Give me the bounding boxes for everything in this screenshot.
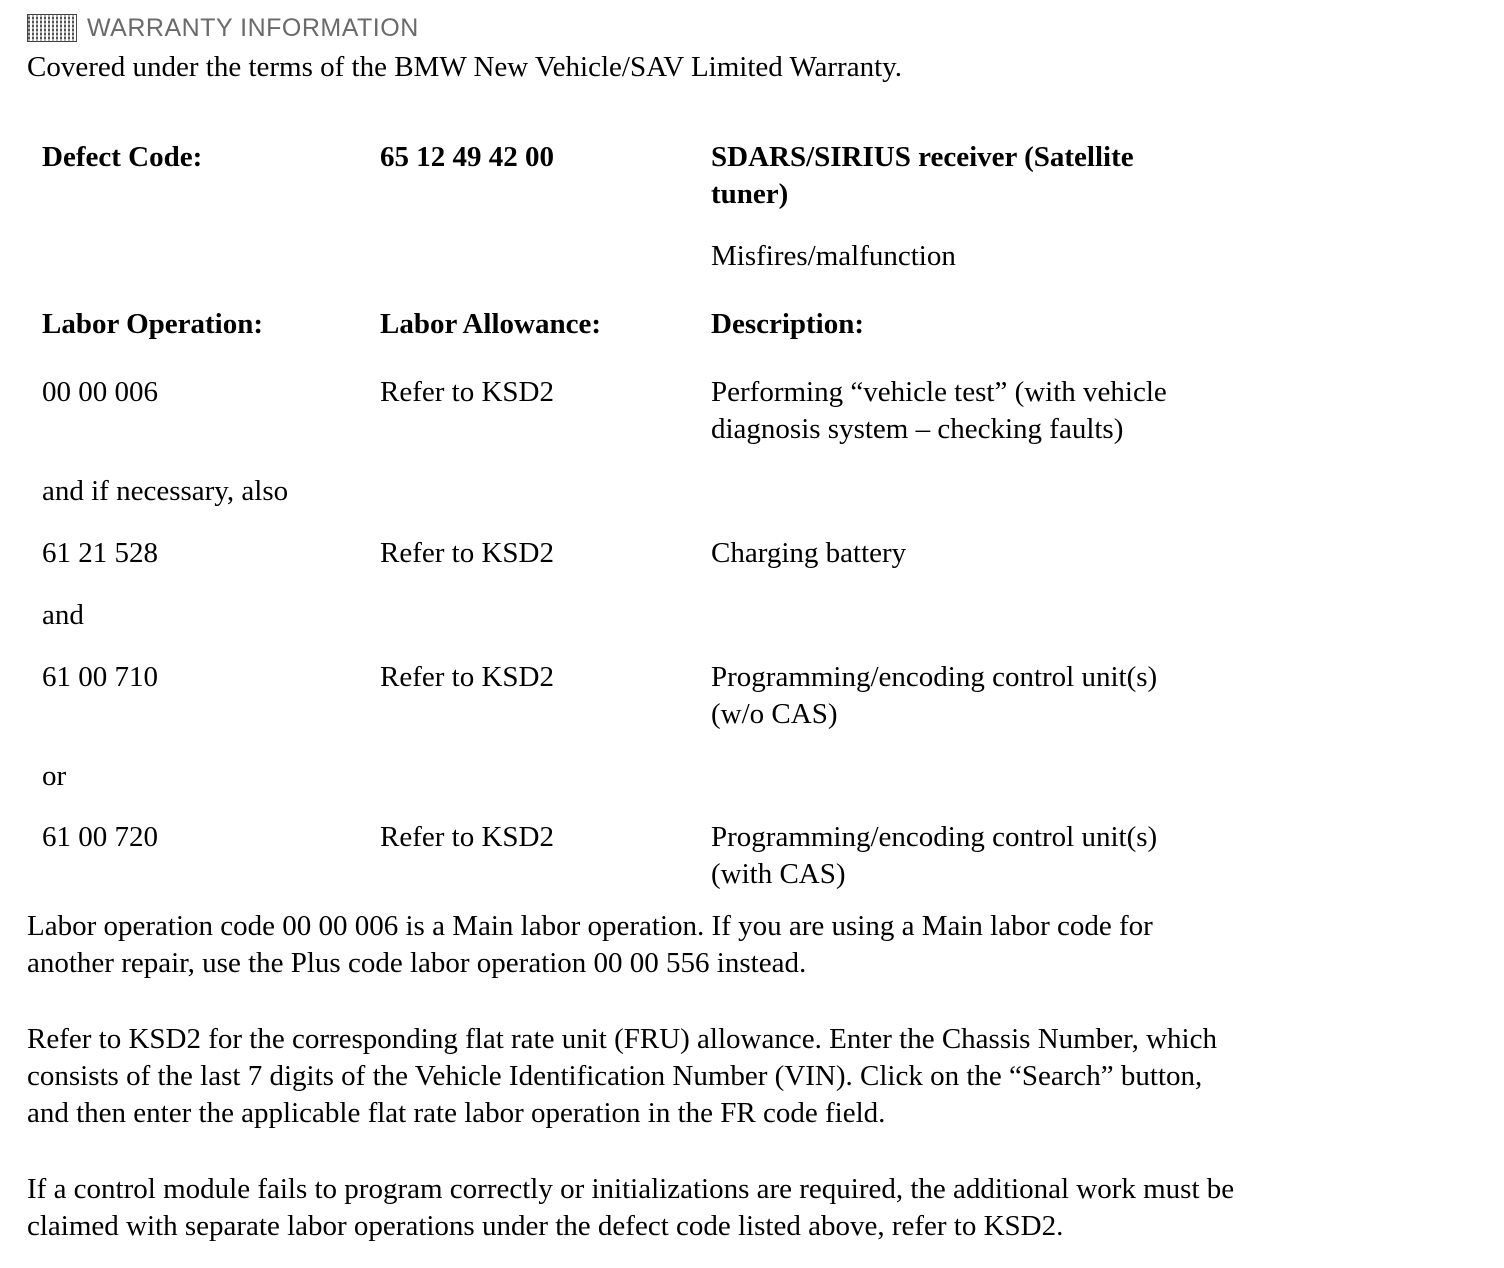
row-description-line2: (with CAS) — [711, 858, 846, 890]
paragraph-ksd2-line2: consists of the last 7 digits of the Vehicle Identification Number (VIN). Click on the “Search” button, — [27, 1060, 1203, 1092]
paragraph-ksd2-line1: Refer to KSD2 for the corresponding flat rate unit (FRU) allowance. Enter the Chassis Number, which — [27, 1023, 1217, 1055]
paragraph-main-labor-line2: another repair, use the Plus code labor operation 00 00 556 instead. — [27, 947, 807, 979]
coverage-statement: Covered under the terms of the BMW New Vehicle/SAV Limited Warranty. — [27, 51, 903, 83]
row-operation-code: 61 00 720 — [42, 821, 158, 853]
header-labor-allowance: Labor Allowance: — [380, 308, 601, 340]
connector-text: and if necessary, also — [42, 475, 289, 507]
row-labor-allowance: Refer to KSD2 — [380, 376, 554, 408]
row-labor-allowance: Refer to KSD2 — [380, 821, 554, 853]
row-description-line1: Charging battery — [711, 537, 907, 569]
paragraph-control-module-line2: claimed with separate labor operations under the defect code listed above, refer to KSD2. — [27, 1210, 1064, 1242]
connector-text: and — [42, 599, 84, 631]
row-operation-code: 00 00 006 — [42, 376, 158, 408]
header-labor-operation: Labor Operation: — [42, 308, 263, 340]
defect-code-label: Defect Code: — [42, 141, 203, 173]
row-operation-code: 61 00 710 — [42, 661, 158, 693]
paragraph-control-module-line1: If a control module fails to program correctly or initializations are required, the additional work must be — [27, 1173, 1235, 1205]
row-description-line2: diagnosis system – checking faults) — [711, 413, 1124, 445]
defect-symptom: Misfires/malfunction — [711, 240, 956, 272]
defect-description-line1: SDARS/SIRIUS receiver (Satellite — [711, 141, 1134, 173]
row-description-line1: Programming/encoding control unit(s) — [711, 661, 1158, 693]
header-description: Description: — [711, 308, 865, 340]
connector-text: or — [42, 760, 67, 792]
defect-description-line2: tuner) — [711, 178, 789, 210]
defect-code-value: 65 12 49 42 00 — [380, 141, 554, 173]
paragraph-ksd2-line3: and then enter the applicable flat rate labor operation in the FR code field. — [27, 1097, 886, 1129]
section-header — [27, 12, 419, 44]
row-operation-code: 61 21 528 — [42, 537, 158, 569]
row-description-line2: (w/o CAS) — [711, 698, 838, 730]
paragraph-main-labor-line1: Labor operation code 00 00 006 is a Main labor operation. If you are using a Main labor code for — [27, 910, 1153, 942]
section-title: WARRANTY INFORMATION — [87, 14, 419, 42]
row-description-line1: Programming/encoding control unit(s) — [711, 821, 1158, 853]
row-description-line1: Performing “vehicle test” (with vehicle — [711, 376, 1167, 408]
row-labor-allowance: Refer to KSD2 — [380, 537, 554, 569]
document-badge-icon — [27, 14, 77, 42]
row-labor-allowance: Refer to KSD2 — [380, 661, 554, 693]
